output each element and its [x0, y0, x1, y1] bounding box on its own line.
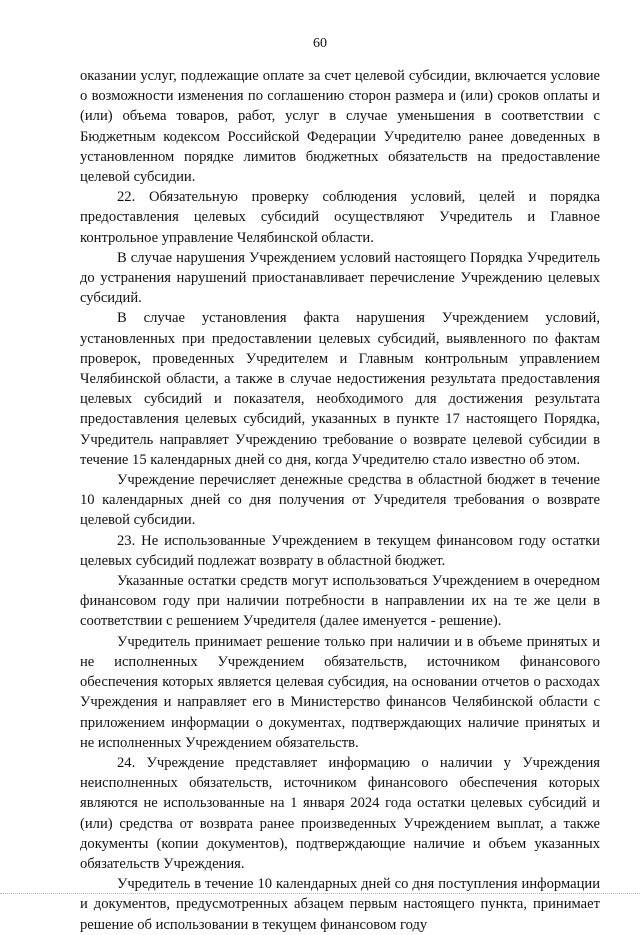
- scan-edge-divider: [0, 893, 640, 894]
- paragraph-item-22: 22. Обязательную проверку соблюдения условий, целей и порядка предоставления целевых субсидий осуществляют Учредитель и Главное контрольное управление Челябинской области.: [80, 189, 600, 246]
- page-number: 60: [313, 36, 327, 51]
- paragraph: В случае установления факта нарушения Учреждением условий, установленных при предоставлении целевых субсидий, выявленного по фактам проверок, проведенных Учредителем и Главным контрольным управлением Челябинской области, а также в случае недостижения результата предоставления целевых субсидий и показателя, необходимого для достижения результата предоставления целевых субсидий, указанных в пункте 17 настоящего Порядка, Учредитель направляет Учреждению требование о возврате целевой субсидии в течение 15 календарных дней со дня, когда Учредителю стало известно об этом.: [80, 310, 600, 468]
- body-text: [80, 66, 600, 935]
- paragraph: В случае нарушения Учреждением условий настоящего Порядка Учредитель до устранения нарушений приостанавливает перечисление Учреждению целевых субсидий.: [80, 249, 600, 307]
- paragraph-item-23: 23. Не использованные Учреждением в текущем финансовом году остатки целевых субсидий подлежат возврату в областной бюджет.: [80, 532, 600, 569]
- paragraph: Учредитель принимает решение только при наличии и в объеме принятых и не исполненных Учреждением обязательств, источником финансового обеспечения которых является целевая субсидия, на основании отчетов о расходах Учреждения и направляет его в Министерство финансов Челябинской области с приложением информации о документах, подтверждающих наличие принятых и не исполненных Учреждением обязательств.: [80, 633, 600, 751]
- paragraph-continuation: оказании услуг, подлежащие оплате за счет целевой субсидии, включается условие о возможности изменения по соглашению сторон размера и (или) сроков оплаты и (или) объема товаров, работ, услуг в случае уменьшения в соответствии с Бюджетным кодексом Российской Федерации Учредителю ранее доведенных в установленном порядке лимитов бюджетных обязательств на предоставление целевой субсидии.: [80, 68, 600, 186]
- paragraph: Учредитель в течение 10 календарных дней со дня поступления информации и документов, предусмотренных абзацем первым настоящего пункта, принимает решение об использовании в текущем финансовом году: [80, 876, 600, 933]
- paragraph-item-24: 24. Учреждение представляет информацию о наличии у Учреждения неисполненных обязательств, источником финансового обеспечения которых являются не использованные на 1 января 2024 года остатки целевых субсидий и (или) средства от возврата ранее произведенных Учреждением выплат, а также документы (копии документов), подтверждающие наличие и объем указанных обязательств Учреждения.: [80, 754, 600, 872]
- paragraph: Указанные остатки средств могут использоваться Учреждением в очередном финансовом году при наличии потребности в направлении их на те же цели в соответствии с решением Учредителя (далее именуется - решение).: [80, 573, 600, 630]
- paragraph: Учреждение перечисляет денежные средства в областной бюджет в течение 10 календарных дней со дня получения от Учредителя требования о возврате целевой субсидии.: [80, 472, 600, 529]
